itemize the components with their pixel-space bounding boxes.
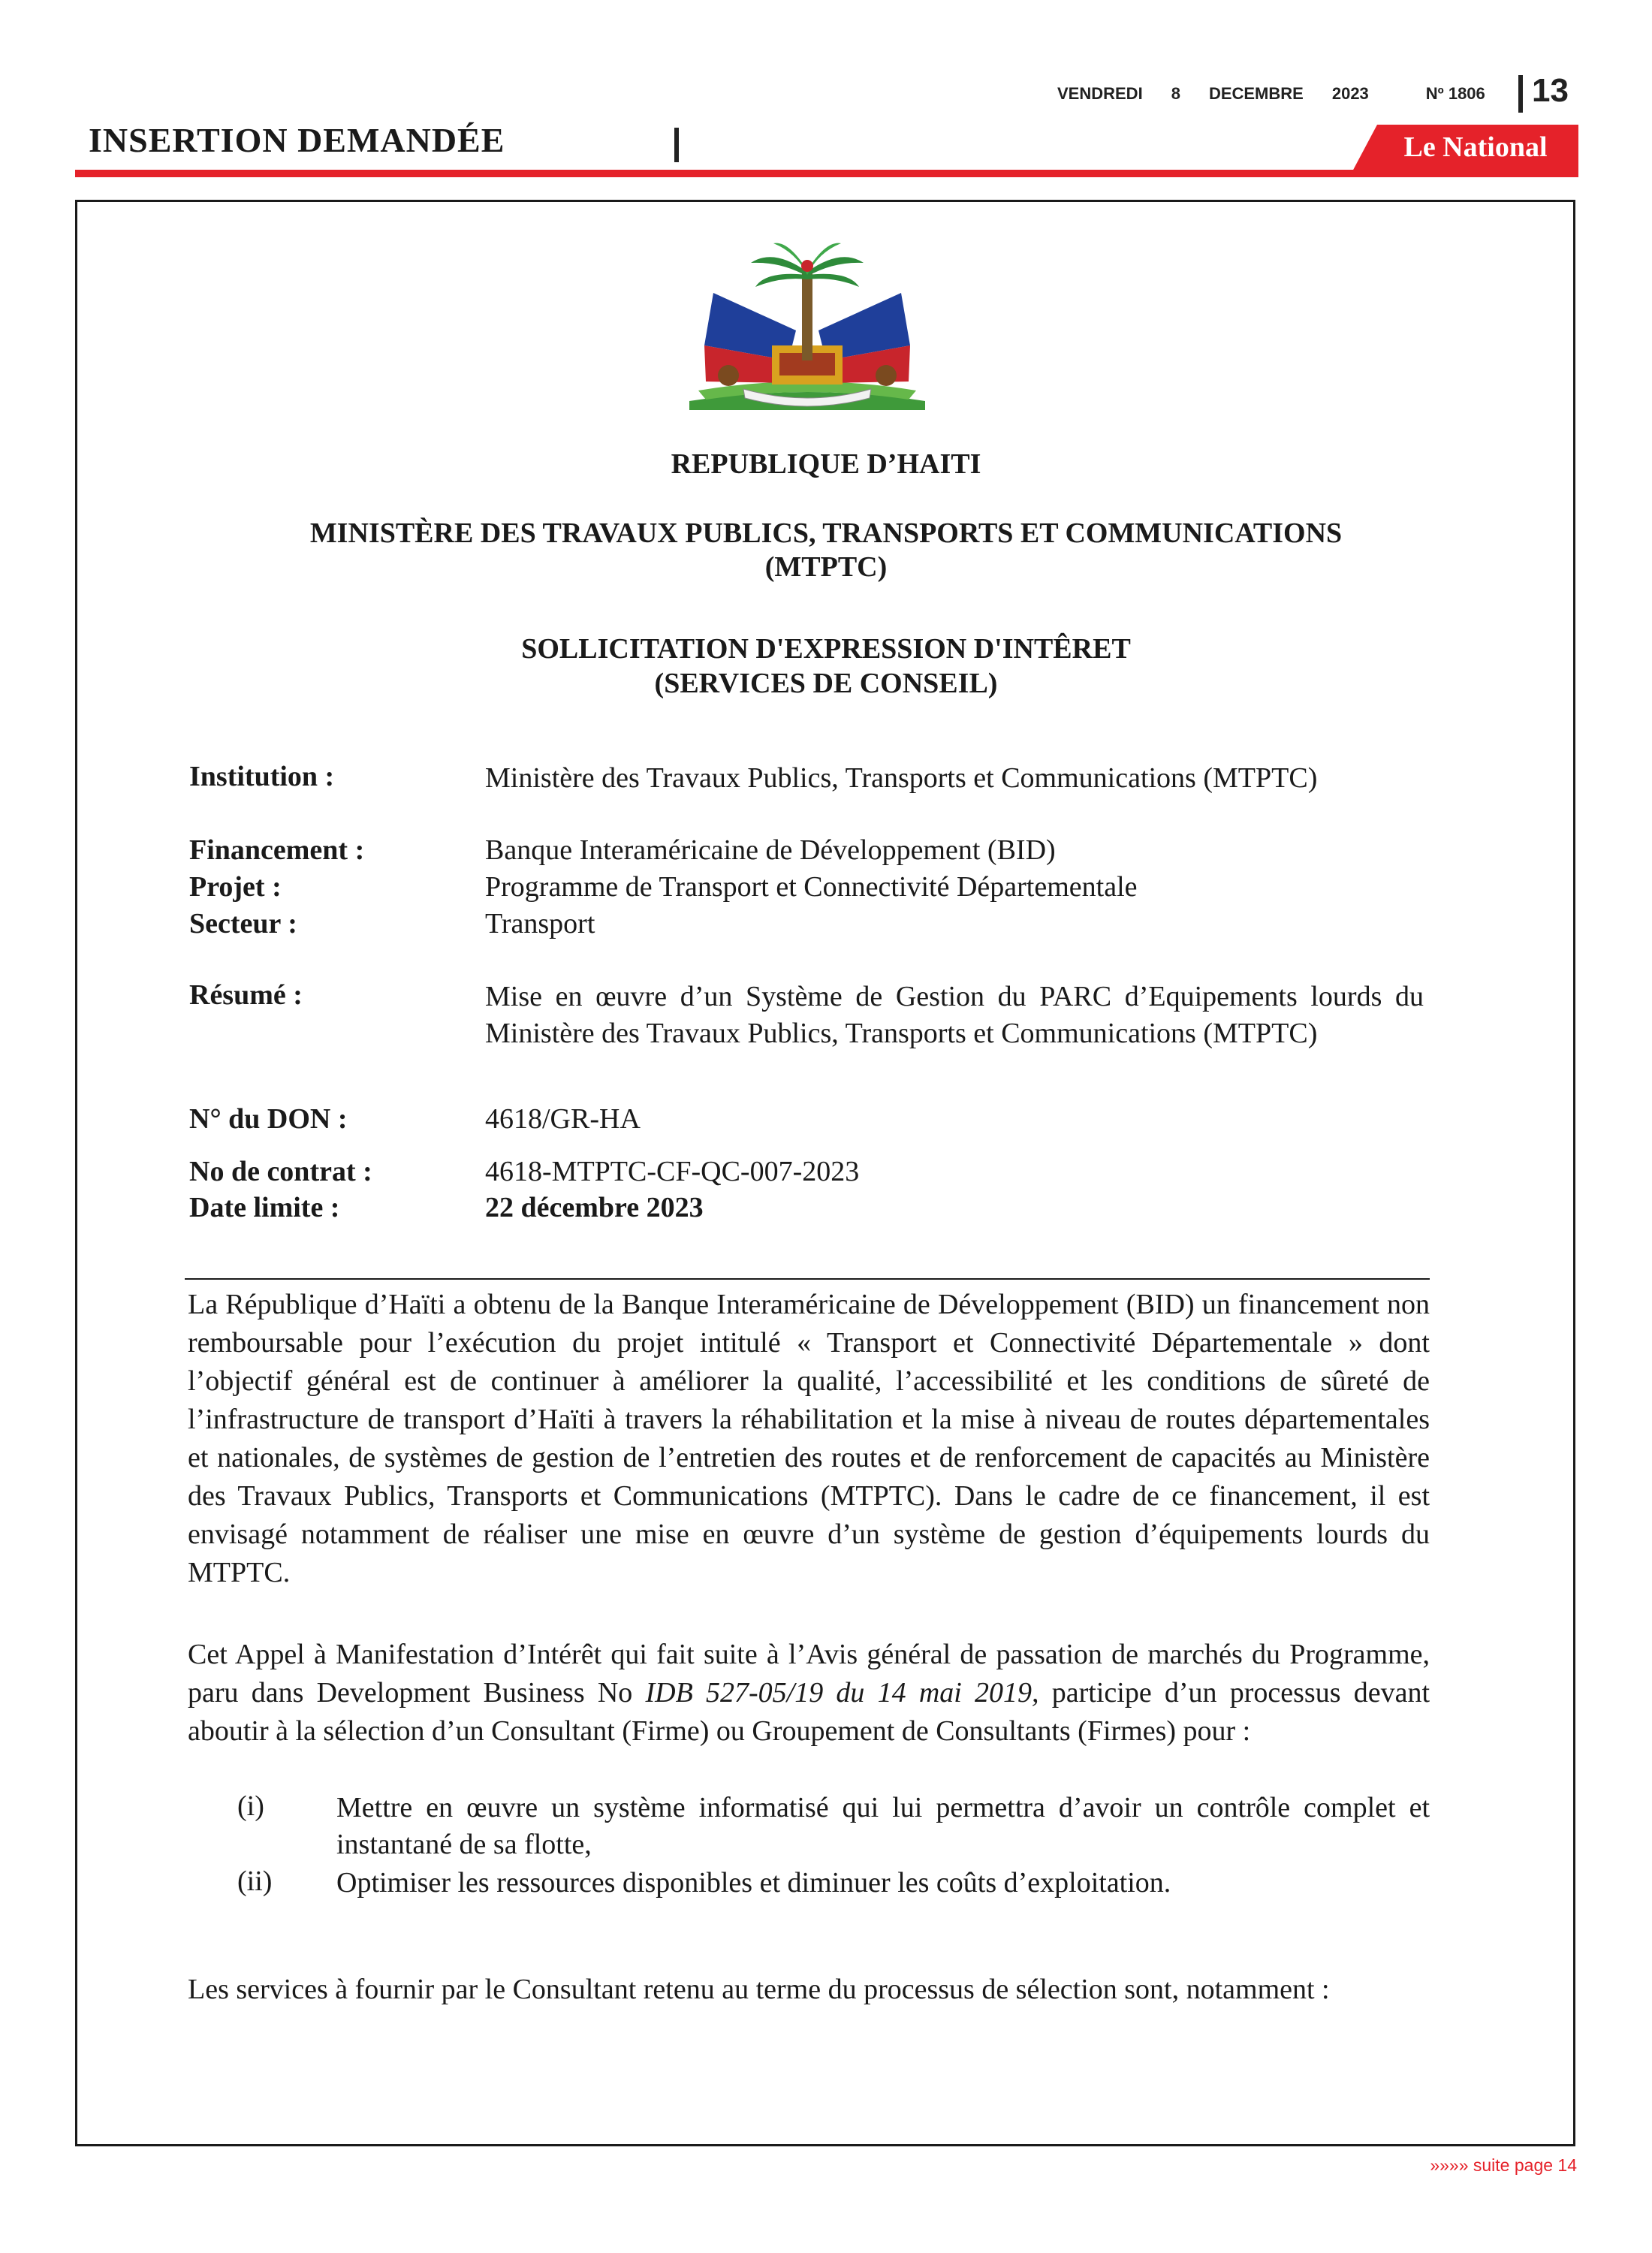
year: 2023 (1331, 84, 1369, 103)
ministry-acronym: (MTPTC) (764, 551, 888, 583)
institution-label: Institution : (189, 761, 335, 792)
section-title: INSERTION DEMANDÉE (89, 121, 505, 159)
continued-on-page-link[interactable]: »»»» suite page 14 (1430, 2155, 1577, 2175)
list-item-text: Mettre en œuvre un système informatisé qui lui permettra d’avoir un contrôle complet et instantané de sa flotte, (336, 1792, 1430, 1860)
list-item-number: (ii) (237, 1865, 273, 1897)
financement-label: Financement : (189, 834, 365, 866)
don-label: N° du DON : (189, 1103, 348, 1135)
notice-title: SOLLICITATION D'EXPRESSION D'INTÊRET (521, 633, 1131, 665)
page-number: 13 (1532, 72, 1569, 109)
list-item-text: Optimiser les ressources disponibles et diminuer les coûts d’exploitation. (336, 1867, 1171, 1899)
paragraph-services: Les services à fournir par le Consultant retenu au terme du processus de sélection sont, notamment : (188, 1974, 1330, 2005)
month: DECEMBRE (1208, 84, 1304, 103)
paragraph-call-start: Cet Appel à Manifestation d’Intérêt qui fait suite à l’Avis général de passation de marchés du Programme, paru dans Development Business No (188, 1639, 1430, 1709)
section-divider (674, 128, 679, 162)
notice-subtitle: (SERVICES DE CONSEIL) (654, 668, 998, 699)
secteur-value: Transport (485, 908, 595, 940)
brand-name: Le National (1403, 131, 1548, 163)
page-number-divider (1518, 75, 1523, 113)
paragraph-call-end: participe d’un processus devant aboutir à la sélection d’un Consultant (Firme) ou Groupement de Consultants (Firmes) pour : (188, 1677, 1430, 1747)
contrat-value: 4618-MTPTC-CF-QC-007-2023 (485, 1156, 860, 1187)
paragraph-financing: La République d’Haïti a obtenu de la Banque Interaméricaine de Développement (BID) un financement non remboursable pour l’exécution du projet intitulé « Transport et Connectivité Départementale » dont l’objectif général est de continuer à améliorer la qualité, l’accessibilité et les conditions de sûreté de l’infrastructure de transport d’Haïti à travers la réhabilitation et la mise à niveau de routes départementales et nationales, de systèmes de gestion de l’entretien des routes et de renforcement de capacités au Ministère des Travaux Publics, Transports et Communications (MTPTC). Dans le cadre de ce financement, il est envisagé notamment de réaliser une mise en œuvre d’un système de gestion d’équipements lourds du MTPTC. (188, 1289, 1430, 1588)
country-heading: REPUBLIQUE D’HAITI (671, 448, 981, 480)
resume-value: Mise en œuvre d’un Système de Gestion du PARC d’Equipements lourds du Ministère des Travaux Publics, Transports et Communications (MTPTC) (485, 981, 1424, 1049)
paragraph-call-reference: IDB 527-05/19 du 14 mai 2019, (645, 1677, 1039, 1709)
issue-number: Nº 1806 (1425, 84, 1485, 103)
don-value: 4618/GR-HA (485, 1103, 641, 1135)
paragraph-call (188, 1636, 1430, 1751)
secteur-label: Secteur : (189, 908, 297, 940)
projet-value: Programme de Transport et Connectivité Départementale (485, 871, 1138, 903)
list-item-number: (i) (237, 1790, 264, 1822)
coat-of-arms-emblem (683, 240, 931, 413)
projet-label: Projet : (189, 871, 282, 903)
contrat-label: No de contrat : (189, 1156, 372, 1187)
ministry-heading: MINISTÈRE DES TRAVAUX PUBLICS, TRANSPORTS ET COMMUNICATIONS (309, 517, 1343, 549)
date-limite-value: 22 décembre 2023 (485, 1192, 704, 1223)
day: 8 (1171, 84, 1180, 103)
section-rule (185, 1278, 1430, 1280)
weekday: VENDREDI (1057, 84, 1143, 103)
issue-date-line (1057, 84, 1508, 104)
date-limite-label: Date limite : (189, 1192, 340, 1223)
resume-label: Résumé : (189, 979, 303, 1011)
financement-value: Banque Interaméricaine de Développement (BID) (485, 834, 1056, 866)
institution-value: Ministère des Travaux Publics, Transports et Communications (MTPTC) (485, 762, 1318, 794)
